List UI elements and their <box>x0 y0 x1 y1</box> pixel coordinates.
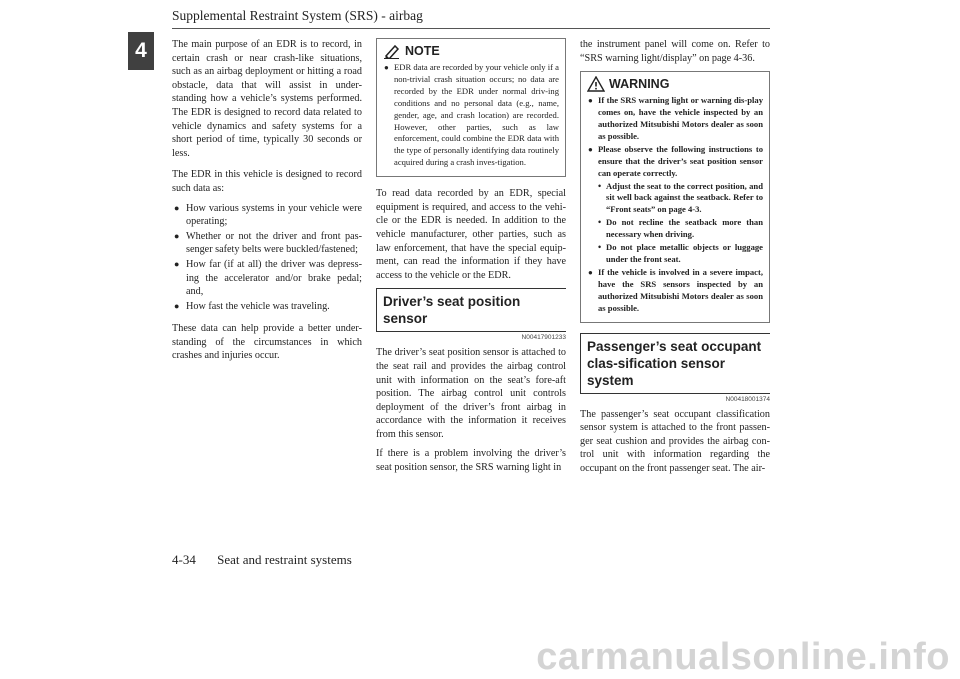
section-heading-passenger-seat: Passenger’s seat occupant clas-sification sensor system <box>580 333 770 394</box>
warning-label: WARNING <box>609 77 670 92</box>
pencil-note-icon <box>383 43 401 59</box>
list-item: ● How far (if at all) the driver was depress-ing the accelerator and/or brake pedal; and, <box>172 258 362 299</box>
chapter-tab: 4 <box>128 32 154 70</box>
column-2 <box>376 38 566 481</box>
note-header <box>383 43 559 59</box>
passenger-sensor-paragraph: The passenger’s seat occupant classification sensor system is attached to the front passen-ger seat cushion and provides the airbag con-trol unit with information regarding the occupant on the front passenger seat. The air- <box>580 408 770 474</box>
note-label: NOTE <box>405 44 440 58</box>
driver-sensor-paragraph: The driver’s seat position sensor is attached to the seat rail and provides the airbag control unit with information on the seat’s fore-aft position. The airbag control unit controls deployment of the driver’s front airbag in accordance with the information it receives from this sensor. <box>376 347 566 440</box>
warning-light-paragraph: the instrument panel will come on. Refer to “SRS warning light/display” on page 4-36. <box>580 39 770 64</box>
header-rule <box>172 28 770 29</box>
list-item: ● How various systems in your vehicle were operating; <box>172 202 362 229</box>
sub-list-item: • Adjust the seat to the correct position, and sit well back against the seatback. Refer to “Front seats” on page 4-3. <box>598 181 763 217</box>
list-item <box>587 144 763 266</box>
footer-section: Seat and restraint systems <box>217 552 352 567</box>
note-list <box>383 62 559 169</box>
edr-purpose-paragraph: The main purpose of an EDR is to record, in certain crash or near crash-like situations, such as an airbag deployment or hitting a road obstacle, data that will assist in under-standing how a vehicle’s systems performed. The EDR is designed to record data related to vehicle dynamics and safety systems for a short period of time, typically 30 seconds or less. <box>172 39 362 159</box>
sub-list-item: • Do not recline the seatback more than necessary when driving. <box>598 217 763 241</box>
page-footer <box>172 552 352 568</box>
edr-benefit-paragraph: These data can help provide a better under-standing of the circumstances in which crashes and injuries occur. <box>172 323 362 362</box>
list-item: ● How fast the vehicle was traveling. <box>172 300 362 314</box>
page-number: 4-34 <box>172 552 196 567</box>
column-3 <box>580 38 770 481</box>
warning-list <box>587 95 763 314</box>
list-item: ● EDR data are recorded by your vehicle only if a non-trivial crash situation occurs; no data are recorded by the EDR under normal driv-ing conditions and no personal data (e.g., name, gender, age, and crash location) are recorded. However, other parties, such as law enforcement, could combine the EDR data with the type of personally identifying data routinely acquired during a crash inves-tigation. <box>383 62 559 169</box>
sub-list-item: • Do not place metallic objects or luggage under the front seat. <box>598 242 763 266</box>
watermark: carmanualsonline.info <box>536 636 950 678</box>
edr-access-paragraph: To read data recorded by an EDR, special equipment is required, and access to the vehi-cle or the EDR is needed. In addition to the vehicle manufacturer, other parties, such as law enforcement, that have the special equip-ment, can read the information if they have access to the vehicle or the EDR. <box>376 188 566 281</box>
list-item: ● If the vehicle is involved in a severe impact, have the SRS sensors inspected by an authorized Mitsubishi Motors dealer as soon as possible. <box>587 267 763 315</box>
edr-data-list <box>172 202 362 314</box>
list-item: ● Whether or not the driver and front pas-senger safety belts were buckled/fastened; <box>172 230 362 257</box>
list-item: ● If the SRS warning light or warning dis-play comes on, have the vehicle inspected by an authorized Mitsubishi Motors dealer as soon as possible. <box>587 95 763 143</box>
column-1 <box>172 38 362 369</box>
warning-box <box>580 71 770 322</box>
section-code: N00417901233 <box>521 334 566 342</box>
section-heading-driver-seat: Driver’s seat position sensor <box>376 288 566 332</box>
warning-instructions-text: Please observe the following instructions to ensure that the driver’s seat position sensor can operate correctly. <box>598 143 763 178</box>
driver-sensor-problem-paragraph: If there is a problem involving the driver’s seat position sensor, the SRS warning light in <box>376 448 566 474</box>
section-code: N00418001374 <box>725 395 770 403</box>
page-header-title: Supplemental Restraint System (SRS) - airbag <box>172 8 423 23</box>
warning-sub-list <box>598 181 763 266</box>
edr-record-intro: The EDR in this vehicle is designed to record such data as: <box>172 169 362 194</box>
note-box <box>376 38 566 177</box>
warning-triangle-icon <box>587 76 605 92</box>
warning-header <box>587 76 763 92</box>
